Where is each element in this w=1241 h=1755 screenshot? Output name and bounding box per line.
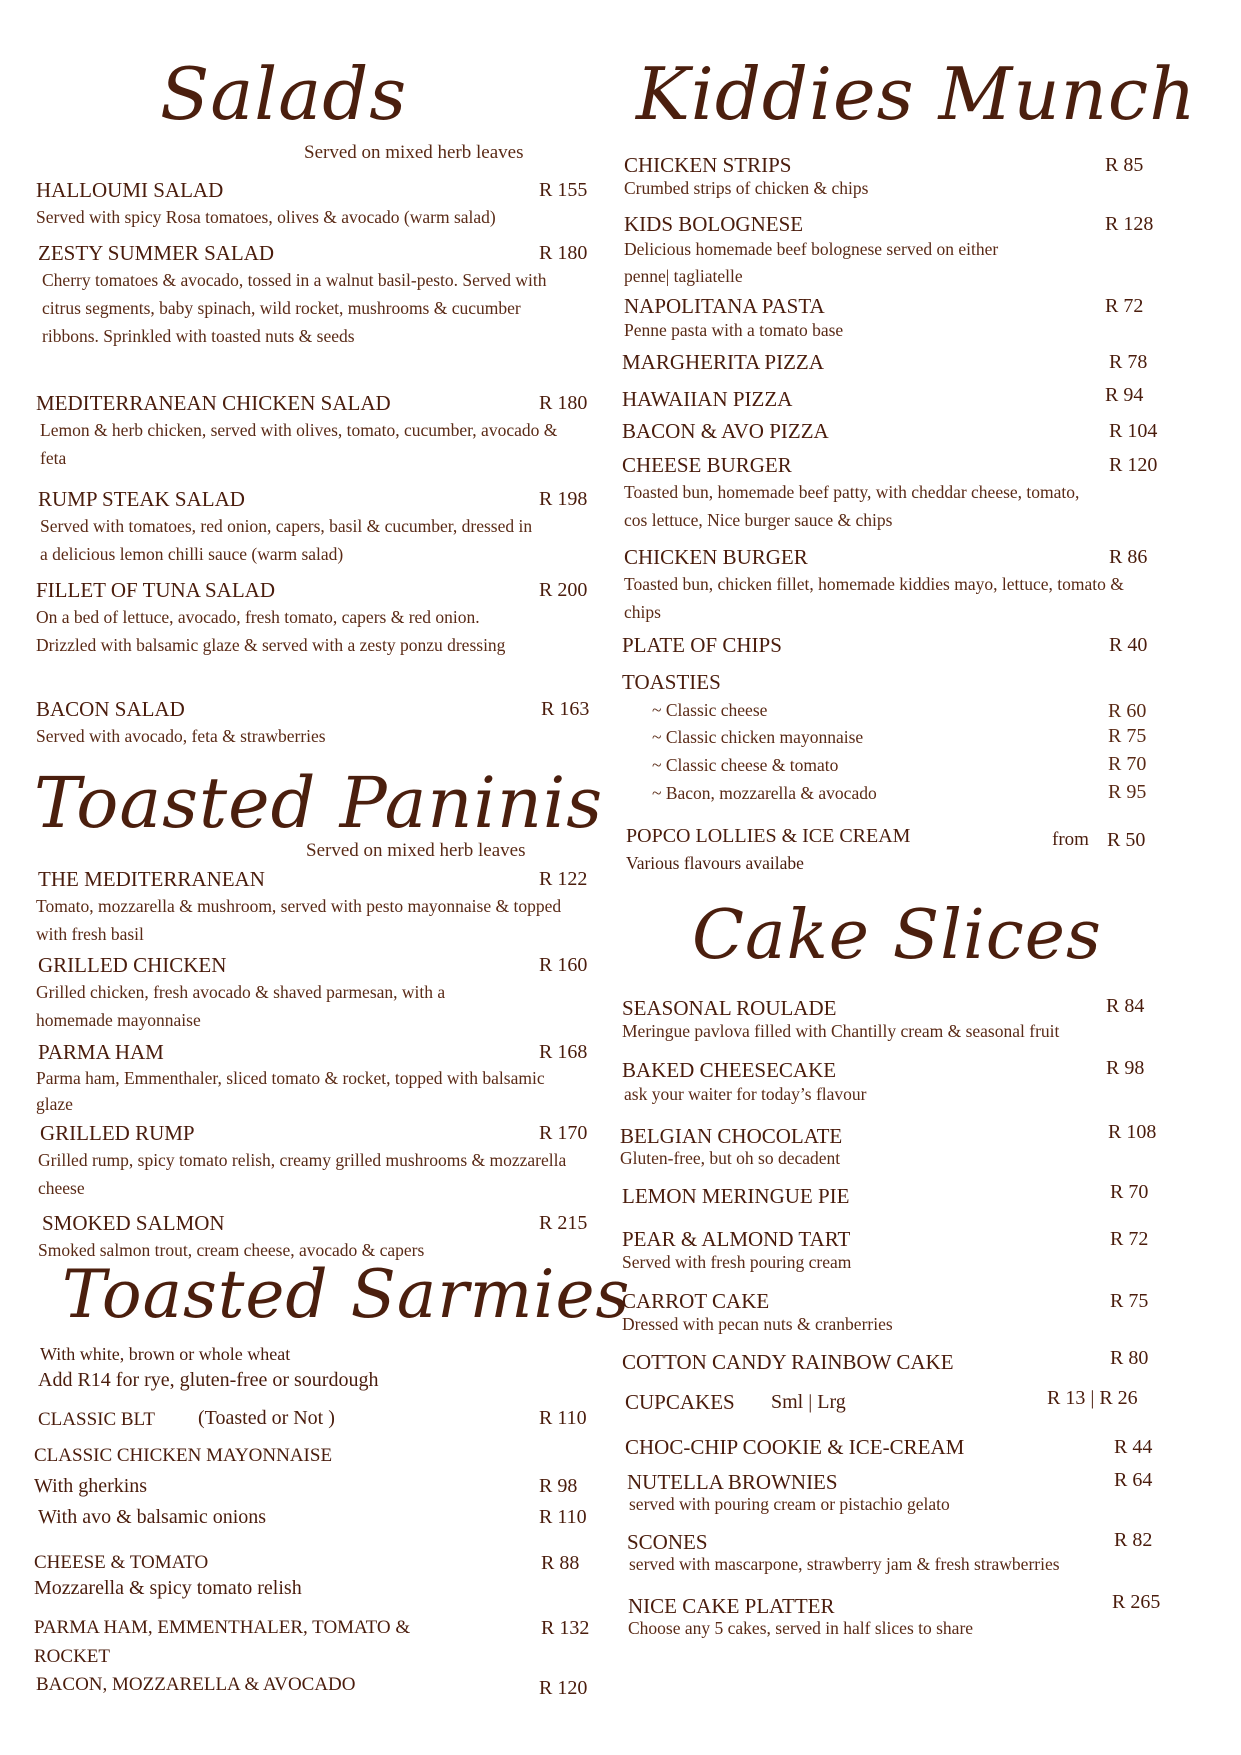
item-name: RUMP STEAK SALAD (38, 487, 245, 511)
menu-item (38, 866, 598, 948)
lollies-from: from (1052, 829, 1089, 850)
item-description: Penne pasta with a tomato base (624, 320, 844, 340)
item-price: R 180 (539, 392, 588, 414)
toastie-option-price: R 70 (1108, 753, 1147, 775)
item-price: R 128 (1105, 213, 1154, 235)
cupcake-sizes: Sml | Lrg (771, 1391, 846, 1413)
menu-item (38, 240, 588, 350)
item-name: GRILLED CHICKEN (38, 953, 227, 977)
item-name: CHEESE BURGER (622, 453, 792, 477)
menu-item (624, 293, 1184, 341)
item-description: Lemon & herb chicken, served with olives, tomato, cucumber, avocado & feta (40, 420, 558, 468)
menu-item (625, 1434, 1185, 1460)
item-description: Gluten-free, but oh so decadent (620, 1148, 841, 1168)
item-name: NAPOLITANA PASTA (624, 294, 825, 318)
sarmie-blt-note: (Toasted or Not ) (198, 1407, 335, 1429)
item-price: R 80 (1110, 1347, 1149, 1369)
salads-heading: Salads (160, 52, 408, 136)
item-price: R 168 (539, 1041, 588, 1063)
sarmie-ccm-option-price: R 98 (539, 1475, 578, 1497)
item-price: R 104 (1109, 420, 1158, 442)
menu-item (38, 952, 598, 1034)
sarmie-blt-price: R 110 (539, 1407, 587, 1429)
sarmies-heading: Toasted Sarmies (62, 1256, 631, 1333)
menu-item (622, 1183, 1182, 1209)
item-price: R 64 (1114, 1469, 1153, 1491)
menu-item (36, 696, 596, 750)
menu-item (624, 544, 1184, 626)
item-price: R 170 (539, 1122, 588, 1144)
sarmie-bma-name: BACON, MOZZARELLA & AVOCADO (36, 1674, 356, 1695)
toastie-option: ~ Bacon, mozzarella & avocado (652, 783, 877, 803)
item-name: NUTELLA BROWNIES (627, 1470, 838, 1494)
item-price: R 40 (1109, 634, 1148, 656)
item-name: NICE CAKE PLATTER (628, 1594, 835, 1618)
sarmie-ccm-option: With gherkins (34, 1475, 148, 1497)
item-name: COTTON CANDY RAINBOW CAKE (622, 1350, 954, 1374)
item-price: R 265 (1112, 1591, 1161, 1613)
item-name: PEAR & ALMOND TART (622, 1227, 851, 1251)
toastie-option-price: R 60 (1108, 700, 1147, 722)
sarmie-ph-name: PARMA HAM, EMMENTHALER, TOMATO & (34, 1617, 411, 1638)
item-name: CUPCAKES (625, 1390, 735, 1414)
item-price: R 85 (1105, 154, 1144, 176)
item-price: R 84 (1106, 995, 1145, 1017)
item-description: served with pouring cream or pistachio gelato (629, 1494, 950, 1514)
menu-item (38, 486, 588, 568)
item-description: Cherry tomatoes & avocado, tossed in a walnut basil-pesto. Served with citrus segments, baby spinach, wild rocket, mushrooms & cucumber ribbons. Sprinkled with toasted nuts & seeds (42, 270, 547, 346)
item-name: CARROT CAKE (622, 1289, 770, 1313)
sarmie-blt-name: CLASSIC BLT (38, 1409, 156, 1430)
menu-item (625, 1389, 1185, 1415)
item-price: R 13 | R 26 (1047, 1387, 1138, 1409)
menu-item (627, 1469, 1187, 1513)
lollies-price: R 50 (1107, 829, 1146, 851)
sarmie-ccm-option: With avo & balsamic onions (38, 1506, 267, 1528)
paninis-subtitle: Served on mixed herb leaves (306, 840, 526, 861)
item-price: R 72 (1110, 1228, 1149, 1250)
item-price: R 82 (1114, 1529, 1153, 1551)
item-description: served with mascarpone, strawberry jam & fresh strawberries (629, 1554, 1060, 1574)
item-price: R 108 (1108, 1121, 1157, 1143)
item-description: Served with tomatoes, red onion, capers, basil & cucumber, dressed in a delicious lemon chilli sauce (warm salad) (40, 516, 533, 564)
item-name: SMOKED SALMON (42, 1211, 225, 1235)
menu-item (624, 211, 1184, 291)
kiddies-heading: Kiddies Munch (636, 52, 1197, 136)
item-name: FILLET OF TUNA SALAD (36, 578, 275, 602)
item-name: MEDITERRANEAN CHICKEN SALAD (36, 391, 391, 415)
menu-item (36, 177, 596, 231)
sarmie-ph-price: R 132 (541, 1617, 590, 1639)
item-name: LEMON MERINGUE PIE (622, 1184, 850, 1208)
lollies-desc: Various flavours availabe (626, 853, 804, 873)
item-description: Served with avocado, feta & strawberries (36, 726, 326, 746)
item-description: Meringue pavlova filled with Chantilly cream & seasonal fruit (622, 1021, 1060, 1041)
item-name: CHICKEN STRIPS (624, 153, 792, 177)
item-price: R 70 (1110, 1181, 1149, 1203)
menu-item (624, 152, 1184, 198)
item-price: R 94 (1105, 384, 1144, 406)
item-description: Delicious homemade beef bolognese served on either (624, 239, 999, 259)
item-name: GRILLED RUMP (40, 1121, 195, 1145)
item-name: SEASONAL ROULADE (622, 996, 837, 1020)
sarmie-ccm-name: CLASSIC CHICKEN MAYONNAISE (34, 1445, 333, 1466)
item-name: CHOC-CHIP COOKIE & ICE-CREAM (625, 1435, 965, 1459)
menu-item (622, 632, 1182, 658)
item-price: R 155 (539, 179, 588, 201)
item-description: Choose any 5 cakes, served in half slices to share (628, 1618, 974, 1638)
item-description: Toasted bun, chicken fillet, homemade kiddies mayo, lettuce, tomato & chips (624, 574, 1124, 622)
item-description: Served with spicy Rosa tomatoes, olives & avocado (warm salad) (36, 207, 496, 227)
item-name: HALLOUMI SALAD (36, 178, 224, 202)
sarmie-bma-price: R 120 (539, 1677, 588, 1699)
sarmie-ct-desc: Mozzarella & spicy tomato relish (34, 1577, 302, 1599)
toastie-option: ~ Classic cheese & tomato (652, 755, 839, 775)
menu-item (622, 349, 1182, 375)
item-name: KIDS BOLOGNESE (624, 212, 804, 236)
sarmies-note-bread: With white, brown or whole wheat (40, 1344, 291, 1364)
item-description-cont: penne| tagliatelle (624, 266, 743, 286)
lollies-name: POPCO LOLLIES & ICE CREAM (626, 825, 911, 847)
menu-item (620, 1123, 1180, 1167)
menu-item (622, 995, 1202, 1041)
item-name: CHICKEN BURGER (624, 545, 808, 569)
item-name: PARMA HAM (38, 1040, 164, 1064)
item-price: R 86 (1109, 546, 1148, 568)
toastie-option: ~ Classic chicken mayonnaise (652, 727, 864, 747)
item-description: Grilled chicken, fresh avocado & shaved parmesan, with a homemade mayonnaise (36, 982, 446, 1030)
menu-item (622, 1057, 1182, 1105)
item-price: R 122 (539, 868, 588, 890)
item-name: BACON & AVO PIZZA (622, 419, 829, 443)
menu-item (38, 1039, 598, 1117)
item-description: Dressed with pecan nuts & cranberries (622, 1314, 893, 1334)
item-description: Grilled rump, spicy tomato relish, creamy grilled mushrooms & mozzarella cheese (38, 1150, 567, 1198)
item-description: Crumbed strips of chicken & chips (624, 178, 869, 198)
menu-item (622, 418, 1182, 444)
paninis-heading: Toasted Paninis (34, 762, 604, 844)
menu-item (40, 1120, 600, 1202)
item-price: R 163 (541, 698, 590, 720)
item-price: R 120 (1109, 454, 1158, 476)
item-name: BELGIAN CHOCOLATE (620, 1124, 843, 1148)
item-name: PLATE OF CHIPS (622, 633, 782, 657)
item-name: BACON SALAD (36, 697, 185, 721)
item-price: R 44 (1114, 1436, 1153, 1458)
item-name: BAKED CHEESECAKE (622, 1058, 837, 1082)
item-name: SCONES (627, 1530, 708, 1554)
item-price: R 78 (1109, 351, 1148, 373)
item-price: R 98 (1106, 1057, 1145, 1079)
menu-item (628, 1593, 1188, 1637)
menu-item (622, 386, 1182, 412)
menu-item (622, 452, 1182, 534)
menu-item (36, 577, 588, 659)
toastie-option-price: R 75 (1108, 725, 1147, 747)
salads-subtitle: Served on mixed herb leaves (304, 142, 524, 163)
item-price: R 198 (539, 488, 588, 510)
item-price: R 75 (1110, 1290, 1149, 1312)
item-price: R 160 (539, 954, 588, 976)
toastie-option-price: R 95 (1108, 781, 1147, 803)
item-description: Served with fresh pouring cream (622, 1252, 852, 1272)
menu-item (36, 390, 588, 472)
item-description: On a bed of lettuce, avocado, fresh tomato, capers & red onion. Drizzled with balsamic glaze & served with a zesty ponzu dressing (36, 607, 506, 655)
sarmie-ct-price: R 88 (541, 1552, 580, 1574)
item-description: Smoked salmon trout, cream cheese, avocado & capers (38, 1240, 425, 1260)
item-name: MARGHERITA PIZZA (622, 350, 824, 374)
cakes-heading: Cake Slices (692, 896, 1102, 975)
item-description: Tomato, mozzarella & mushroom, served with pesto mayonnaise & topped with fresh basil (36, 896, 562, 944)
menu-item (627, 1529, 1207, 1573)
item-description: Toasted bun, homemade beef patty, with cheddar cheese, tomato, cos lettuce, Nice burger sauce & chips (624, 482, 1080, 530)
menu-item (622, 1226, 1182, 1272)
sarmies-note-addon: Add R14 for rye, gluten-free or sourdough (38, 1369, 379, 1391)
menu-item (622, 1288, 1182, 1334)
menu-item (622, 1349, 1182, 1375)
toastie-option: ~ Classic cheese (652, 700, 768, 720)
item-description: Parma ham, Emmenthaler, sliced tomato & rocket, topped with balsamic glaze (36, 1068, 545, 1114)
item-price: R 200 (539, 579, 588, 601)
toasties-title: TOASTIES (622, 670, 721, 694)
sarmie-ccm-option-price: R 110 (539, 1506, 587, 1528)
sarmie-ph-name-cont: ROCKET (34, 1646, 110, 1667)
item-name: HAWAIIAN PIZZA (622, 387, 793, 411)
item-name: THE MEDITERRANEAN (38, 867, 265, 891)
item-name: ZESTY SUMMER SALAD (38, 241, 275, 265)
item-description: ask your waiter for today’s flavour (624, 1084, 867, 1104)
item-price: R 72 (1105, 295, 1144, 317)
item-price: R 180 (539, 242, 588, 264)
sarmie-ct-name: CHEESE & TOMATO (34, 1552, 209, 1573)
item-price: R 215 (539, 1212, 588, 1234)
